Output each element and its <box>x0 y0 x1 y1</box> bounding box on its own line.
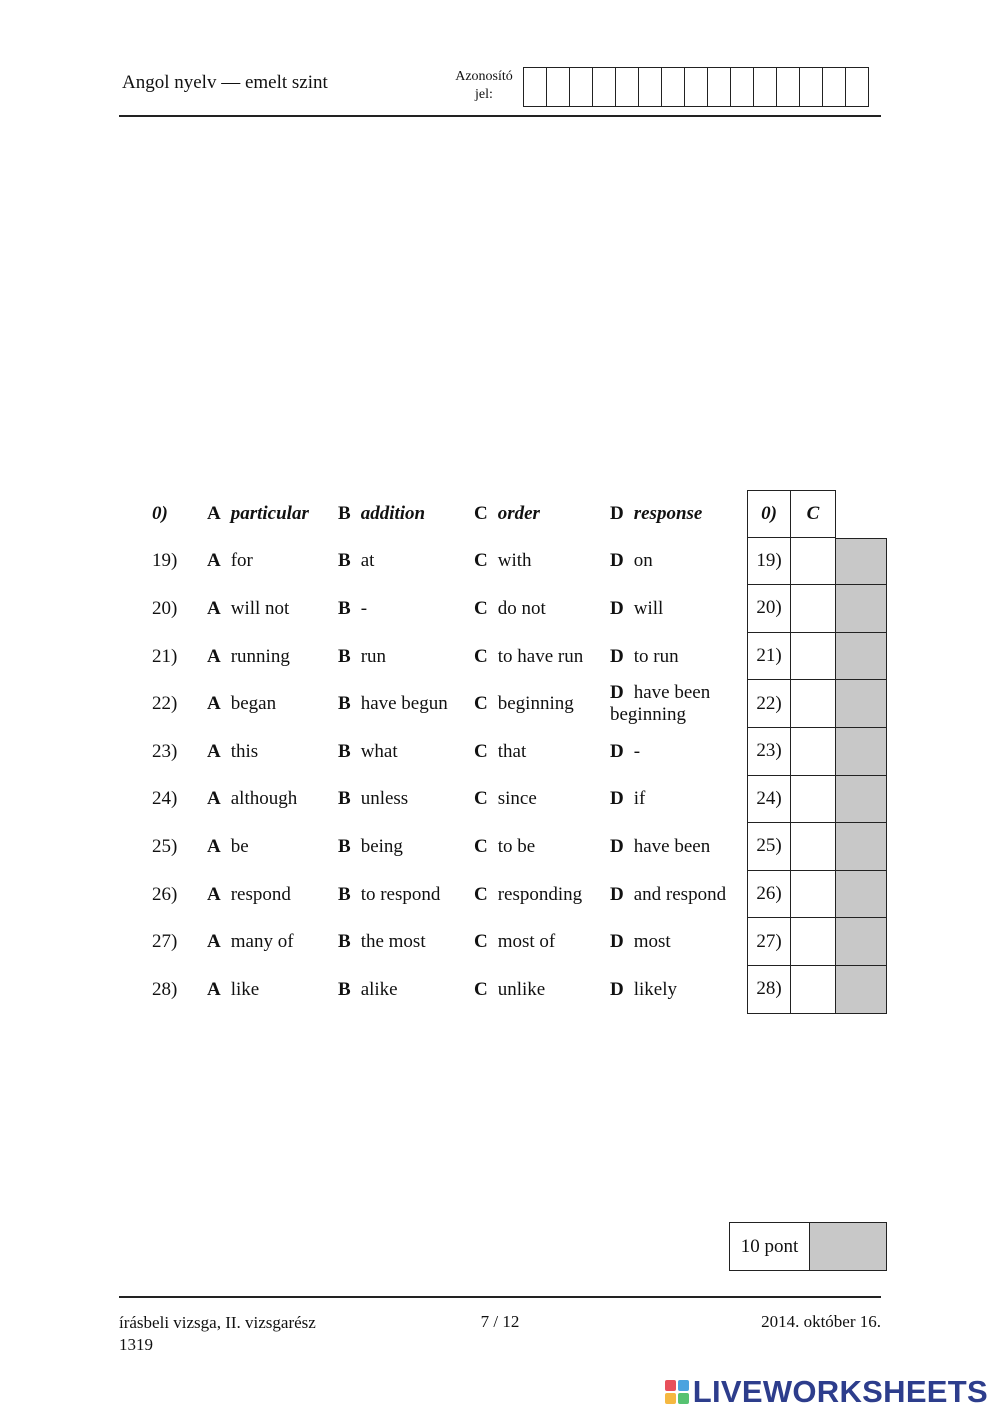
answer-number-cell: 19) <box>747 538 791 586</box>
answer-number-cell: 28) <box>747 966 791 1014</box>
option-letter: B <box>338 645 351 667</box>
option-b <box>338 884 440 906</box>
score-grey-cell <box>836 918 887 966</box>
option-letter: A <box>207 645 221 667</box>
option-text: to run <box>633 645 679 667</box>
id-code-box[interactable] <box>662 68 685 106</box>
option-letter: C <box>474 883 488 905</box>
option-text: likely <box>633 978 678 1000</box>
question-number: 21) <box>152 645 178 667</box>
option-c <box>474 931 555 953</box>
option-text: if <box>633 788 646 810</box>
answer-input-cell[interactable] <box>791 728 836 776</box>
option-b <box>338 836 403 858</box>
option-c <box>474 741 526 763</box>
answer-input-cell[interactable] <box>791 538 836 586</box>
logo-square <box>678 1380 689 1391</box>
option-text: order <box>497 502 540 524</box>
option-text: being <box>360 835 403 857</box>
question-row <box>144 538 888 586</box>
option-c <box>474 598 546 620</box>
question-row <box>144 728 888 776</box>
answer-number-cell: 0) <box>747 490 791 538</box>
logo-square <box>665 1393 676 1404</box>
logo-square <box>665 1380 676 1391</box>
option-letter: D <box>610 978 624 1000</box>
score-grey-cell <box>810 1223 886 1270</box>
question-number: 22) <box>152 693 178 715</box>
id-code-box[interactable] <box>823 68 846 106</box>
option-letter: D <box>610 597 624 619</box>
answer-input-cell[interactable] <box>791 585 836 633</box>
option-letter: C <box>474 597 488 619</box>
option-text: although <box>230 788 298 810</box>
footer-code: 1319 <box>119 1335 153 1354</box>
question-row <box>144 585 888 633</box>
id-code-boxes <box>523 67 869 107</box>
option-b <box>338 931 426 953</box>
option-c <box>474 836 535 858</box>
score-grey-cell <box>836 680 887 728</box>
id-code-box[interactable] <box>846 68 869 106</box>
option-letter: D <box>610 788 624 810</box>
answer-number-cell: 22) <box>747 680 791 728</box>
answer-input-cell[interactable] <box>791 680 836 728</box>
id-code-box[interactable] <box>593 68 616 106</box>
option-letter: A <box>207 502 221 524</box>
option-letter: B <box>338 883 351 905</box>
option-d <box>610 884 726 906</box>
option-text: have been beginning <box>610 682 711 726</box>
question-number: 24) <box>152 788 178 810</box>
option-text: beginning <box>497 693 574 715</box>
option-text: response <box>633 502 703 524</box>
option-letter: A <box>207 835 221 857</box>
score-grey-cell <box>836 823 887 871</box>
option-a <box>207 598 289 620</box>
option-text: unless <box>360 788 409 810</box>
example-answer-cell: C <box>791 490 836 538</box>
option-text: run <box>360 645 387 667</box>
option-b <box>338 788 408 810</box>
option-text: - <box>360 597 368 619</box>
score-grey-cell <box>836 538 887 586</box>
option-d <box>610 741 640 763</box>
option-text: will <box>633 597 664 619</box>
question-number: 26) <box>152 883 178 905</box>
option-text: for <box>230 550 253 572</box>
option-letter: B <box>338 597 351 619</box>
option-b <box>338 693 448 715</box>
id-label-line1: Azonosító <box>455 69 513 84</box>
question-row <box>144 918 888 966</box>
id-code-box[interactable] <box>777 68 800 106</box>
header-divider <box>119 115 881 117</box>
option-d <box>610 598 663 620</box>
answer-number-cell: 25) <box>747 823 791 871</box>
option-b <box>338 598 367 620</box>
answer-number-cell: 24) <box>747 776 791 824</box>
id-code-box[interactable] <box>731 68 754 106</box>
option-d <box>610 550 653 572</box>
score-box <box>729 1222 887 1271</box>
option-letter: C <box>474 788 488 810</box>
option-d <box>610 836 710 858</box>
score-grey-cell <box>836 776 887 824</box>
option-d <box>610 931 671 953</box>
option-text: particular <box>230 502 309 524</box>
option-letter: B <box>338 693 351 715</box>
option-text: unlike <box>497 978 546 1000</box>
option-a <box>207 646 290 668</box>
logo-square <box>678 1393 689 1404</box>
option-text: be <box>230 835 249 857</box>
option-letter: C <box>474 693 488 715</box>
option-c <box>474 503 540 525</box>
option-text: have been <box>633 835 711 857</box>
option-letter: C <box>474 645 488 667</box>
option-d <box>610 646 679 668</box>
score-grey-cell <box>836 966 887 1014</box>
score-grey-cell <box>836 585 887 633</box>
option-text: responding <box>497 883 583 905</box>
score-grey-cell <box>836 633 887 681</box>
question-row <box>144 871 888 919</box>
option-c <box>474 979 545 1001</box>
answer-number-cell: 23) <box>747 728 791 776</box>
id-code-box[interactable] <box>685 68 708 106</box>
option-letter: C <box>474 978 488 1000</box>
answer-input-cell[interactable] <box>791 966 836 1014</box>
option-b <box>338 646 386 668</box>
option-letter: B <box>338 788 351 810</box>
option-c <box>474 693 574 715</box>
footer-exam-part: írásbeli vizsga, II. vizsgarész <box>119 1313 316 1332</box>
option-a <box>207 979 259 1001</box>
page-header-title: Angol nyelv — emelt szint <box>122 72 328 93</box>
option-letter: B <box>338 931 351 953</box>
option-letter: D <box>610 835 624 857</box>
option-text: most of <box>497 931 556 953</box>
id-label-line2: jel: <box>475 87 493 102</box>
logo-squares-icon <box>665 1380 689 1404</box>
question-number: 27) <box>152 931 178 953</box>
option-letter: D <box>610 931 624 953</box>
option-letter: D <box>610 883 624 905</box>
option-letter: B <box>338 835 351 857</box>
option-letter: B <box>338 740 351 762</box>
option-text: began <box>230 693 277 715</box>
option-letter: D <box>610 502 624 524</box>
option-text: this <box>230 740 259 762</box>
option-text: many of <box>230 931 294 953</box>
option-a <box>207 693 276 715</box>
id-code-box[interactable] <box>800 68 823 106</box>
option-text: respond <box>230 883 291 905</box>
option-text: like <box>230 978 260 1000</box>
option-letter: C <box>474 550 488 572</box>
question-number: 19) <box>152 550 178 572</box>
score-grey-cell <box>836 728 887 776</box>
question-row <box>144 966 888 1014</box>
page-number: 7 / 12 <box>480 1312 520 1331</box>
answer-number-cell: 20) <box>747 585 791 633</box>
option-text: will not <box>230 597 290 619</box>
liveworksheets-logo[interactable] <box>665 1374 988 1410</box>
option-text: have begun <box>360 693 448 715</box>
option-letter: A <box>207 978 221 1000</box>
option-letter: A <box>207 788 221 810</box>
option-c <box>474 646 583 668</box>
option-text: that <box>497 740 527 762</box>
option-letter: A <box>207 883 221 905</box>
option-letter: A <box>207 693 221 715</box>
option-text: most <box>633 931 671 953</box>
option-text: since <box>497 788 537 810</box>
option-text: on <box>633 550 653 572</box>
option-b <box>338 979 398 1001</box>
option-d <box>610 682 740 726</box>
option-text: addition <box>360 502 426 524</box>
question-row <box>144 823 888 871</box>
option-c <box>474 884 582 906</box>
id-code-box[interactable] <box>708 68 731 106</box>
question-number: 20) <box>152 597 178 619</box>
option-letter: B <box>338 978 351 1000</box>
option-letter: C <box>474 502 488 524</box>
question-number: 23) <box>152 740 178 762</box>
option-a <box>207 503 309 525</box>
option-letter: A <box>207 550 221 572</box>
option-a <box>207 836 249 858</box>
question-number: 28) <box>152 978 178 1000</box>
answer-number-cell: 26) <box>747 871 791 919</box>
option-letter: A <box>207 931 221 953</box>
id-label <box>446 68 522 104</box>
answer-input-cell[interactable] <box>791 823 836 871</box>
option-letter: D <box>610 645 624 667</box>
option-letter: A <box>207 740 221 762</box>
option-text: do not <box>497 597 546 619</box>
option-text: alike <box>360 978 398 1000</box>
footer-divider <box>119 1296 881 1298</box>
score-grey-cell <box>836 871 887 919</box>
score-label: 10 pont <box>730 1223 810 1270</box>
option-letter: D <box>610 550 624 572</box>
option-a <box>207 741 258 763</box>
option-letter: D <box>610 740 624 762</box>
option-text: the most <box>360 931 426 953</box>
option-text: to be <box>497 835 536 857</box>
option-a <box>207 788 297 810</box>
logo-text: LIVEWORKSHEETS <box>692 1374 988 1409</box>
option-letter: D <box>610 682 624 704</box>
question-number: 25) <box>152 835 178 857</box>
option-b <box>338 741 398 763</box>
id-code-box[interactable] <box>570 68 593 106</box>
option-b <box>338 503 425 525</box>
option-text: at <box>360 550 375 572</box>
option-text: - <box>633 740 641 762</box>
id-code-box[interactable] <box>754 68 777 106</box>
option-text: to have run <box>497 645 584 667</box>
option-text: what <box>360 740 398 762</box>
option-a <box>207 884 291 906</box>
option-letter: B <box>338 502 351 524</box>
option-letter: B <box>338 550 351 572</box>
option-text: with <box>497 550 532 572</box>
option-text: and respond <box>633 883 727 905</box>
answer-input-cell[interactable] <box>791 918 836 966</box>
option-c <box>474 788 537 810</box>
option-letter: C <box>474 931 488 953</box>
example-row <box>144 490 888 538</box>
id-code-box[interactable] <box>639 68 662 106</box>
answer-input-cell[interactable] <box>791 871 836 919</box>
option-b <box>338 550 374 572</box>
question-row <box>144 680 888 728</box>
exam-date: 2014. október 16. <box>761 1312 881 1331</box>
id-code-box[interactable] <box>616 68 639 106</box>
option-c <box>474 550 532 572</box>
option-letter: A <box>207 597 221 619</box>
answer-input-cell[interactable] <box>791 776 836 824</box>
answer-number-cell: 21) <box>747 633 791 681</box>
option-d <box>610 979 677 1001</box>
option-text: running <box>230 645 290 667</box>
id-code-box[interactable] <box>547 68 570 106</box>
option-text: to respond <box>360 883 441 905</box>
question-table <box>144 490 888 1014</box>
question-row <box>144 633 888 681</box>
id-code-box[interactable] <box>524 68 547 106</box>
question-number: 0) <box>152 502 168 524</box>
answer-input-cell[interactable] <box>791 633 836 681</box>
option-letter: C <box>474 835 488 857</box>
option-d <box>610 503 702 525</box>
option-d <box>610 788 645 810</box>
option-a <box>207 931 294 953</box>
answer-number-cell: 27) <box>747 918 791 966</box>
option-a <box>207 550 253 572</box>
question-row <box>144 776 888 824</box>
option-letter: C <box>474 740 488 762</box>
footer-left <box>119 1312 316 1356</box>
